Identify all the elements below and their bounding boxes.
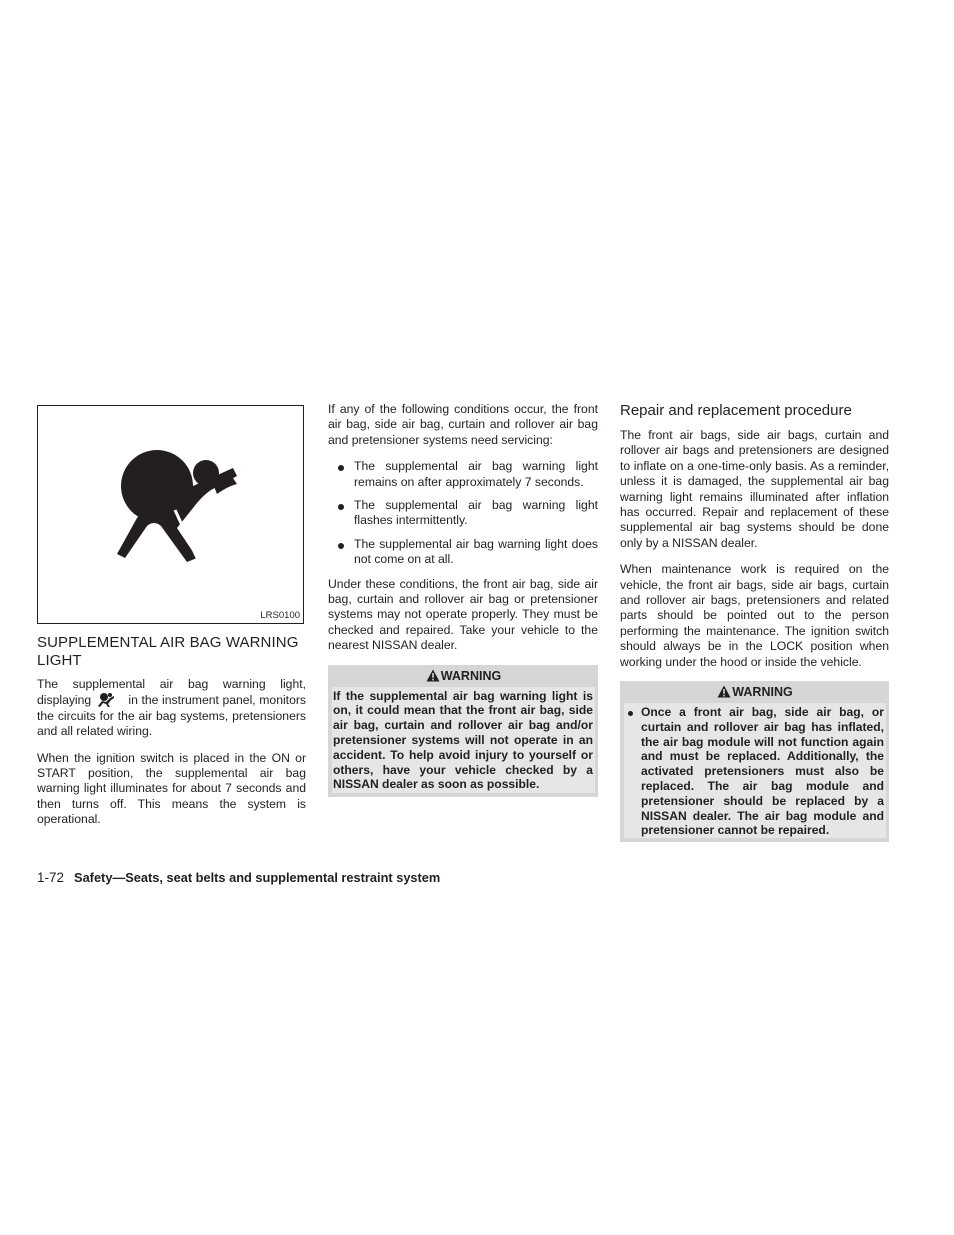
paragraph-conditions: If any of the following conditions occur, the front air bag, side air bag, curtain and rollover air bag and pretensioner systems need servicing:: [328, 402, 598, 447]
warning-box: [328, 665, 598, 798]
column-left: [37, 402, 306, 839]
warning-header: WARNING: [332, 665, 595, 687]
page-number: 1-72: [37, 870, 65, 885]
paragraph-under-conditions: Under these conditions, the front air bag, side air bag, curtain and rollover air bag or pretensioner systems may not operate properly. They must be checked and repaired. Take your vehicle to the nearest NISSAN dealer.: [328, 576, 598, 653]
warning-triangle-icon: [717, 685, 731, 698]
paragraph-maintenance: When maintenance work is required on the vehicle, the front air bags, side air bags, curtain and rollover air bags, pretensioners and related parts should be pointed out to the person performing the maintenance. The ignition switch should always be in the LOCK position when working under the hood or inside the vehicle.: [620, 562, 889, 669]
section-title: Safety—Seats, seat belts and supplemental restraint system: [74, 870, 441, 885]
paragraph-ignition: When the ignition switch is placed in the ON or START position, the supplemental air bag warning light illuminates for about 7 seconds and then turns off. This means the system is operational.: [37, 750, 306, 827]
airbag-warning-icon: [113, 450, 278, 566]
subsection-heading: Repair and replacement procedure: [620, 402, 852, 419]
conditions-list: [328, 459, 598, 567]
warning-header: WARNING: [624, 681, 886, 703]
section-heading: SUPPLEMENTAL AIR BAG WARNING LIGHT: [37, 634, 299, 669]
figure-label: LRS0100: [260, 610, 300, 621]
list-item: The supplemental air bag warning light remains on after approximately 7 seconds.: [328, 459, 598, 490]
warning-triangle-icon: [426, 669, 440, 682]
column-right: [620, 402, 889, 842]
warning-box: [620, 681, 889, 842]
airbag-figure: [37, 405, 304, 624]
warning-bullet: Once a front air bag, side air bag, or curtain and rollover air bag has inflated, the air bag module will not function again and must be replaced. Additionally, the activated pretensioners must also be replaced. The air bag module and pretensioner should be replaced by a NISSAN dealer. The air bag module and pretensioner cannot be repaired.: [624, 703, 886, 838]
list-item: The supplemental air bag warning light does not come on at all.: [328, 537, 598, 568]
airbag-warning-icon: [95, 692, 125, 707]
paragraph-intro: The supplemental air bag warning light, displaying in the instrument panel, monitors the circuits for the air bag systems, pretensioners and all related wiring.: [37, 677, 307, 739]
warning-text: If the supplemental air bag warning light is on, it could mean that the front air bag, side air bag, curtain and rollover air bag and/or pretensioner systems will not operate in an accident. To help avoid injury to yourself or others, have your vehicle checked by a NISSAN dealer as soon as possible.: [333, 688, 593, 792]
list-item: The supplemental air bag warning light flashes intermittently.: [328, 498, 598, 529]
paragraph-inflate: The front air bags, side air bags, curtain and rollover air bags and pretensioners are designed to inflate on a one-time-only basis. As a reminder, unless it is damaged, the supplemental air bag warning light remains illuminated after inflation has occurred. Repair and replacement of these supplemental air bag systems should be done only by a NISSAN dealer.: [620, 428, 889, 550]
page-footer: [37, 870, 440, 885]
column-middle: [328, 402, 598, 797]
